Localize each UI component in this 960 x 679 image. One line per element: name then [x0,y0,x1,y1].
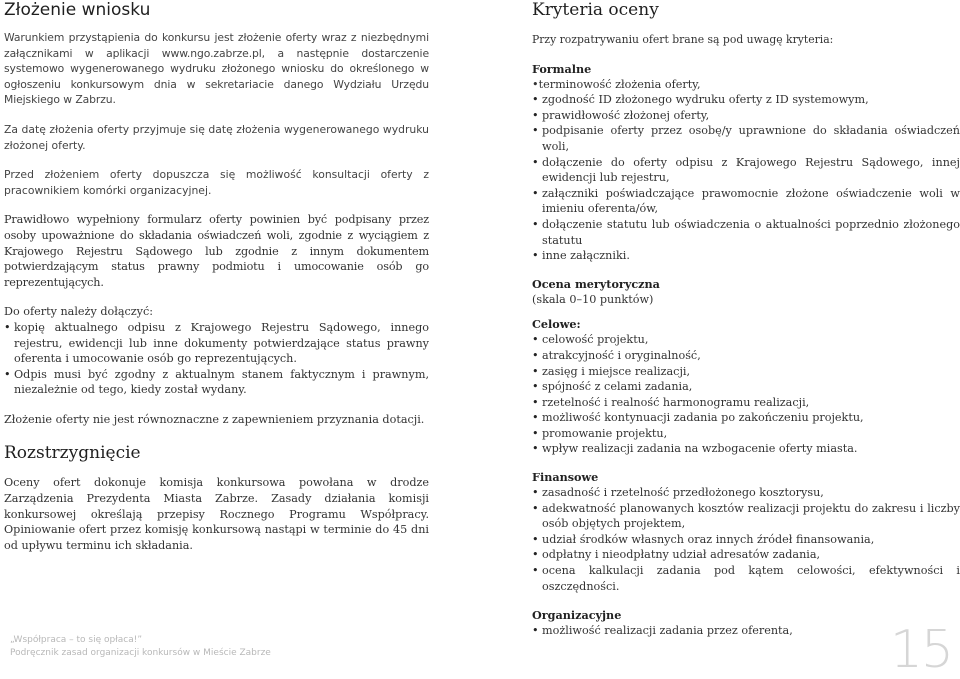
list-item: • Odpis musi być zgodny z aktualnym stanem faktycznym i prawnym, niezależnie od tego, kiedy został wydany. [4,367,429,398]
left-column [4,0,429,553]
list-item: • załączniki poświadczające prawomocnie złożone oświadczenie woli w imieniu oferenta/ów, [532,186,960,217]
goals-list [532,332,960,457]
list-item: • dołączenie do oferty odpisu z Krajowego Rejestru Sądowego, innej ewidencji lub rejestru, [532,155,960,186]
footer-publication-title: Podręcznik zasad organizacji konkursów w Mieście Zabrze [10,648,271,658]
paragraph-consultation: Przed złożeniem oferty dopuszcza się możliwość konsultacji oferty z pracownikiem komórki organizacyjnej. [4,168,429,197]
heading-formal: Formalne [532,61,592,76]
page-footer [10,634,271,660]
list-item: • zasadność i rzetelność przedłożonego kosztorysu, [532,485,960,501]
list-item: • podpisanie oferty przez osobę/y uprawnione do składania oświadczeń woli, [532,123,960,154]
list-item: • ocena kalkulacji zadania pod kątem celowości, efektywności i oszczędności. [532,563,960,594]
list-item: • możliwość kontynuacji zadania po zakończeniu projektu, [532,410,960,426]
list-item: • adekwatność planowanych kosztów realizacji projektu do zakresu i liczby osób objętych projektem, [532,501,960,532]
paragraph-signature: Prawidłowo wypełniony formularz oferty powinien być podpisany przez osoby upoważnione do składania oświadczeń woli, zgodnie z wyciągiem z Krajowego Rejestru Sądowego lub zgodnie z innym dokumentem potwierdzającym status prawny podmiotu i umocowanie osób go reprezentujących. [4,213,429,289]
list-item: • zasięg i miejsce realizacji, [532,364,960,380]
page-number: 15 [889,620,952,679]
paragraph-attachments-intro: Do oferty należy dołączyć: [4,305,154,319]
list-item: • inne załączniki. [532,248,960,264]
merit-scale: (skala 0–10 punktów) [532,292,654,306]
list-item: • spójność z celami zadania, [532,379,960,395]
attachments-list [4,320,429,398]
list-item: • dołączenie statutu lub oświadczenia o aktualności poprzednio złożonego statutu [532,217,960,248]
heading-merit: Ocena merytoryczna [532,276,660,291]
list-item: • prawidłowość złożonej oferty, [532,108,960,124]
heading-organizational: Organizacyjne [532,608,622,623]
section-title-criteria: Kryteria oceny [532,0,659,20]
list-item: • odpłatny i nieodpłatny udział adresatów zadania, [532,547,960,563]
right-column [532,0,960,639]
list-item: • atrakcyjność i oryginalność, [532,348,960,364]
formal-list [532,92,960,264]
list-item: • udział środków własnych oraz innych źródeł finansowania, [532,532,960,548]
paragraph-no-guarantee: Złożenie oferty nie jest równoznaczne z zapewnieniem przyznania dotacji. [4,412,425,426]
list-item: • wpływ realizacji zadania na wzbogacenie oferty miasta. [532,441,960,457]
list-item: • zgodność ID złożonego wydruku oferty z ID systemowym, [532,92,960,108]
section-title-resolution: Rozstrzygnięcie [4,443,141,464]
list-item: • promowanie projektu, [532,426,960,442]
paragraph-submission-condition: Warunkiem przystąpienia do konkursu jest złożenie oferty wraz z niezbędnymi załącznikami w aplikacji www.ngo.zabrze.pl, a następnie dostarczenie systemowo wygenerowanego wydruku złożonego wniosku do określonego w ogłoszeniu konkursowym dnia w sekretariacie danego Wydziału Urzędu Miejskiego w Zabrzu. [4,31,429,107]
section-title-submission: Złożenie wniosku [4,0,151,20]
paragraph-submission-date: Za datę złożenia oferty przyjmuje się datę złożenia wygenerowanego wydruku złożonej oferty. [4,122,429,152]
paragraph-resolution: Oceny ofert dokonuje komisja konkursowa powołana w drodze Zarządzenia Prezydenta Miasta Zabrze. Zasady działania komisji konkursowej określają przepisy Rocznego Programu Współpracy. Opiniowanie ofert przez komisję konkursową nastąpi w terminie do 45 dni od upływu terminu ich składania. [4,476,429,552]
paragraph-criteria-intro: Przy rozpatrywaniu ofert brane są pod uwagę kryteria: [532,33,834,46]
formal-first-item: •terminowość złożenia oferty, [532,77,701,91]
footer-slogan: „Współpraca – to się opłaca!” [10,635,143,645]
heading-goals: Celowe: [532,317,581,332]
list-item: • możliwość realizacji zadania przez oferenta, [532,623,960,639]
finance-list [532,485,960,594]
list-item: • celowość projektu, [532,332,960,348]
heading-finance: Finansowe [532,470,599,485]
list-item: • kopię aktualnego odpisu z Krajowego Rejestru Sądowego, innego rejestru, ewidencji lub inne dokumenty potwierdzające status prawny oferenta i umocowanie osób go reprezentujących. [4,320,429,367]
list-item: • rzetelność i realność harmonogramu realizacji, [532,395,960,411]
